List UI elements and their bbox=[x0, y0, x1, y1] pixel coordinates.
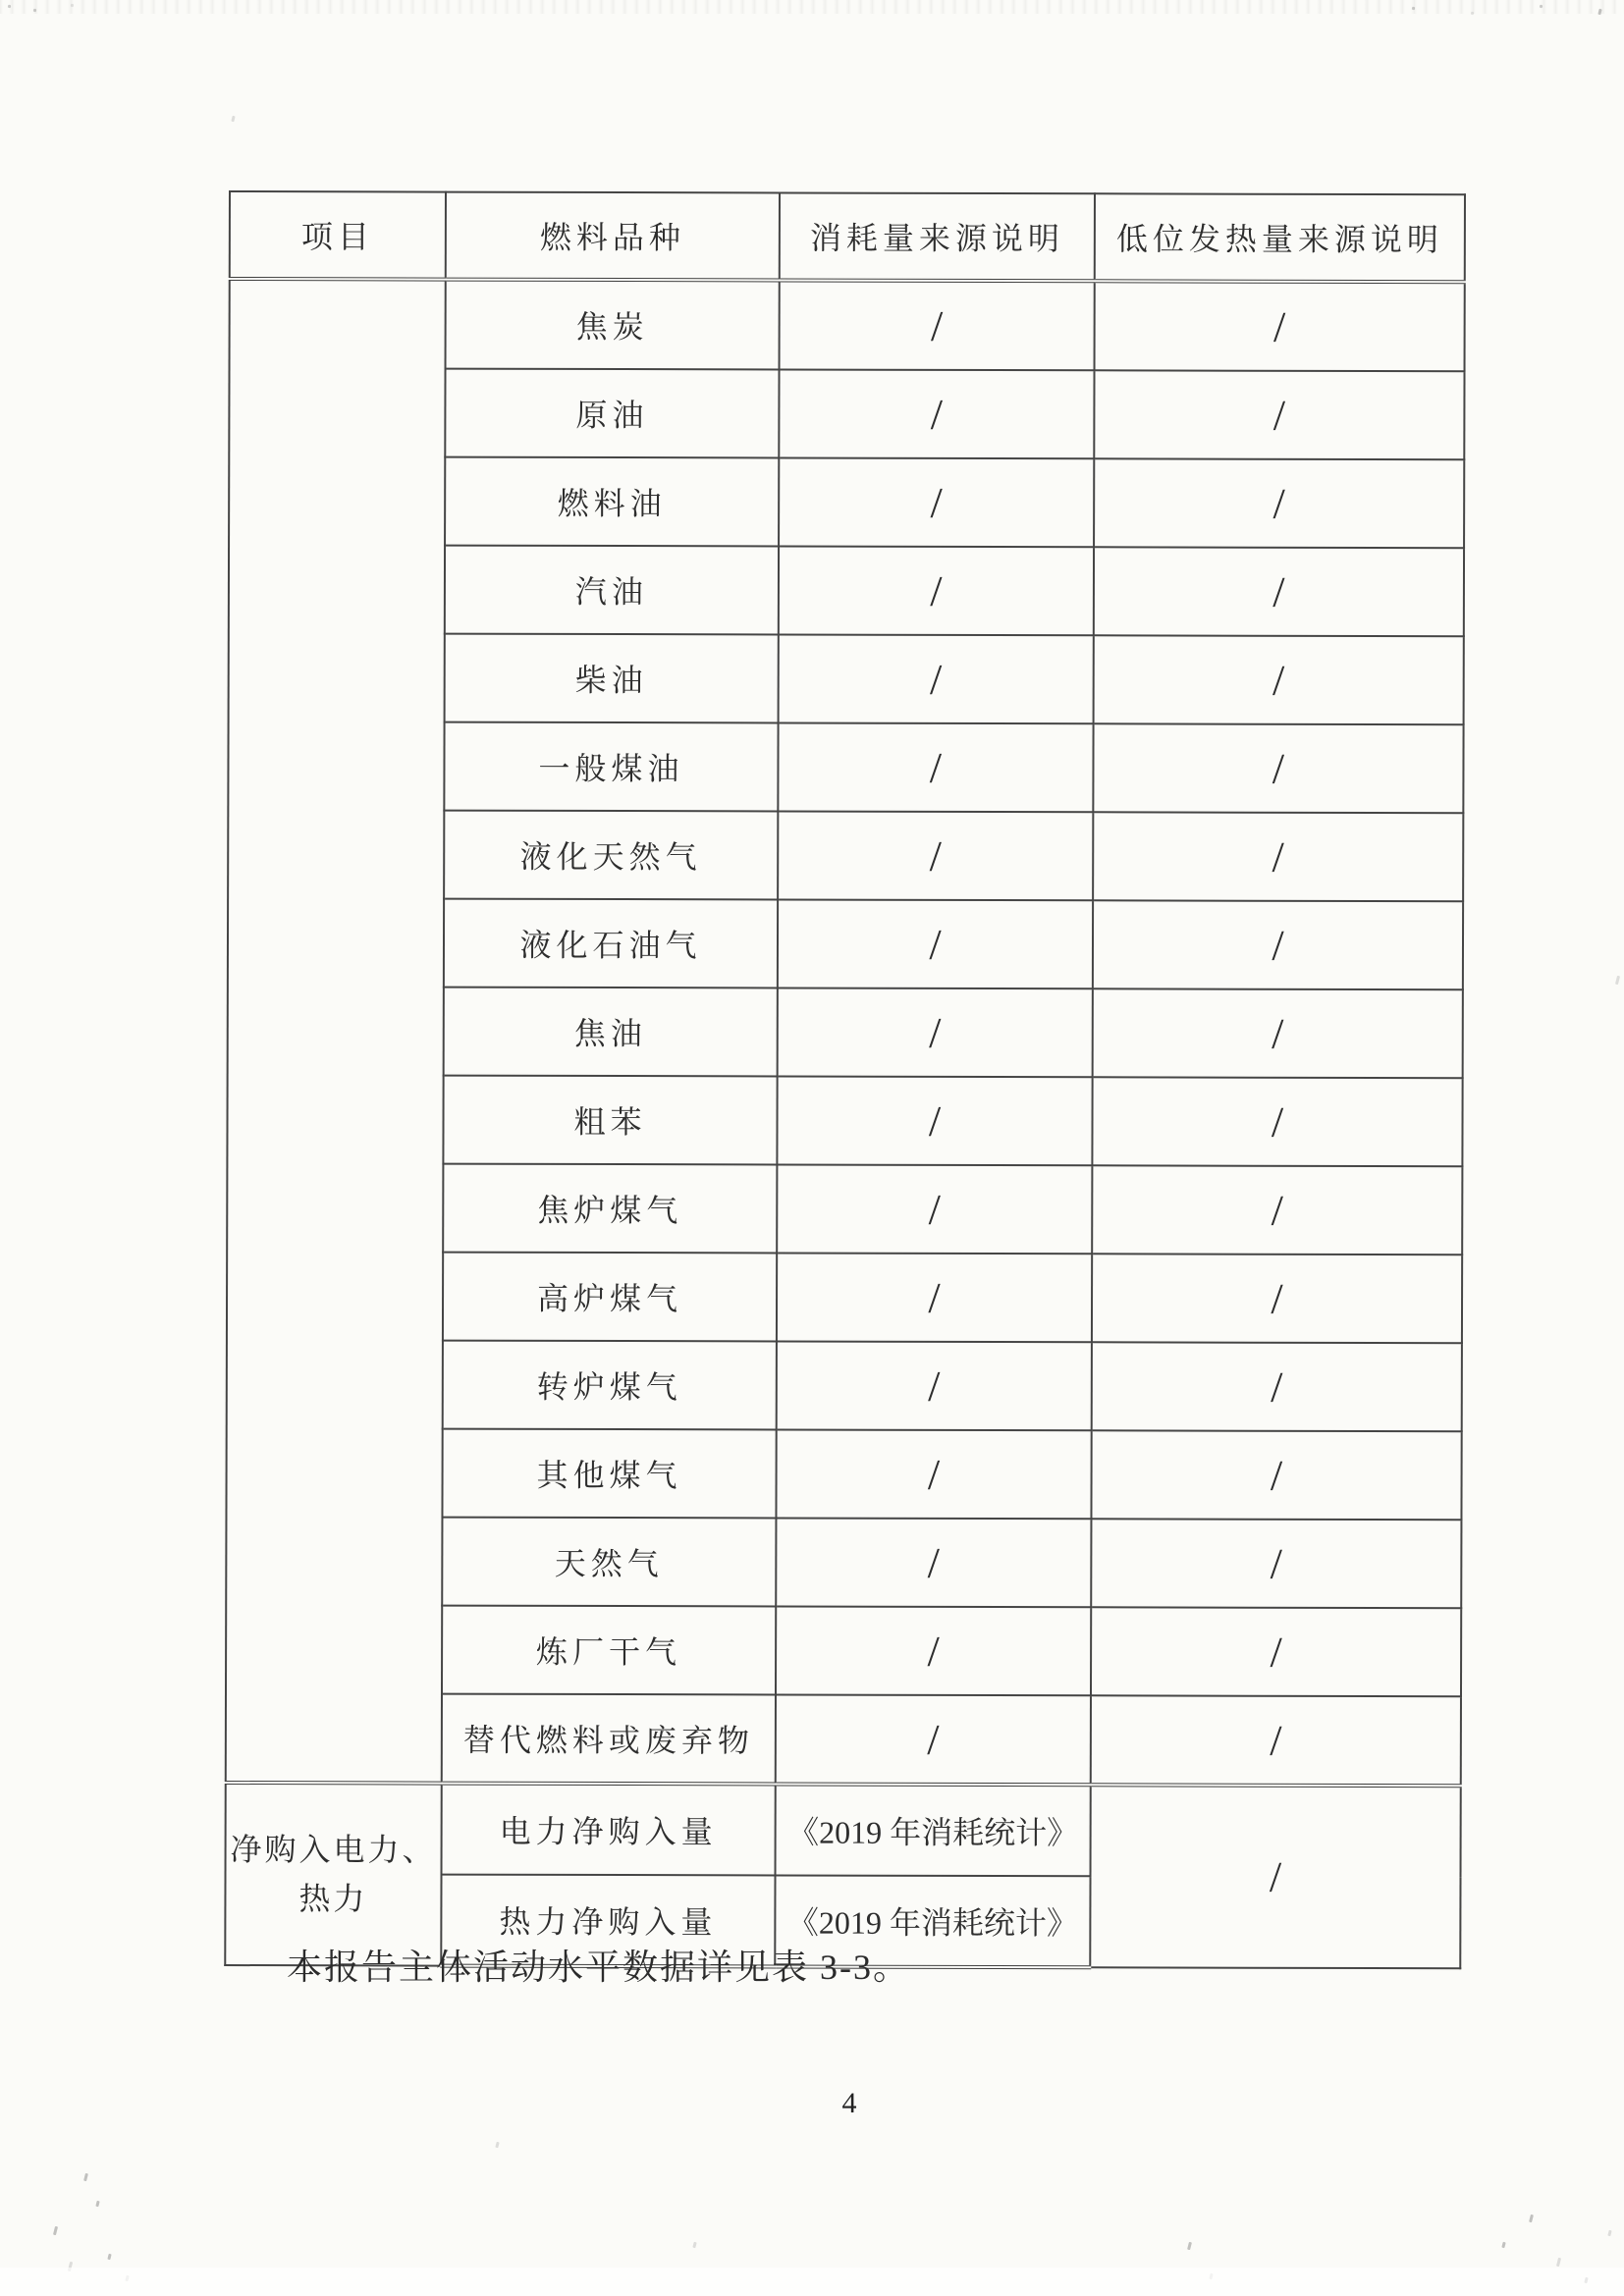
item-group-cell-purchase: 净购入电力、热力 bbox=[225, 1783, 441, 1966]
consumption-source-cell: / bbox=[777, 1253, 1092, 1342]
scan-speck bbox=[1607, 2230, 1611, 2237]
scan-speck bbox=[1556, 2258, 1561, 2267]
scan-speck bbox=[1187, 2242, 1192, 2250]
fuel-source-table bbox=[224, 190, 1466, 1970]
heating-value-source-cell: / bbox=[1094, 458, 1464, 548]
page-number: 4 bbox=[841, 2087, 857, 2119]
heating-value-source-cell: / bbox=[1090, 1785, 1460, 1968]
heating-value-source-cell: / bbox=[1094, 635, 1464, 724]
fuel-name-cell: 原油 bbox=[445, 369, 779, 458]
fuel-name-cell: 高炉煤气 bbox=[443, 1253, 777, 1342]
consumption-source-cell: / bbox=[776, 1518, 1091, 1607]
scan-speck bbox=[83, 2173, 88, 2181]
heating-value-source-cell: / bbox=[1092, 1342, 1462, 1431]
heating-value-source-cell: / bbox=[1093, 812, 1463, 901]
scan-speck bbox=[692, 2242, 696, 2249]
scan-speck bbox=[95, 2201, 99, 2208]
consumption-source-cell: / bbox=[776, 1606, 1091, 1695]
item-group-cell-fuels bbox=[226, 279, 446, 1784]
consumption-source-cell: / bbox=[778, 988, 1093, 1077]
heating-value-source-cell: / bbox=[1095, 281, 1465, 371]
consumption-source-cell: / bbox=[776, 1694, 1091, 1785]
fuel-name-cell: 焦炭 bbox=[446, 280, 780, 370]
heating-value-source-cell: / bbox=[1094, 370, 1464, 459]
scan-speck bbox=[1615, 976, 1620, 985]
scan-speck bbox=[495, 2142, 499, 2149]
heating-value-source-cell: / bbox=[1094, 547, 1464, 636]
consumption-source-cell: / bbox=[778, 899, 1093, 988]
heating-value-source-cell: / bbox=[1091, 1430, 1461, 1520]
scan-speck bbox=[231, 116, 235, 123]
column-header-fuel-type: 燃料品种 bbox=[446, 192, 780, 281]
scan-speck bbox=[107, 2254, 111, 2261]
scan-speck bbox=[1529, 2215, 1534, 2222]
fuel-name-cell: 其他煤气 bbox=[442, 1429, 776, 1519]
scan-speck bbox=[53, 2226, 58, 2235]
scan-edge-noise bbox=[0, 0, 1624, 14]
fuel-name-cell: 一般煤油 bbox=[444, 722, 778, 812]
fuel-name-cell: 液化石油气 bbox=[444, 899, 778, 988]
fuel-name-cell: 液化天然气 bbox=[444, 811, 778, 900]
consumption-source-cell: / bbox=[778, 722, 1093, 812]
heating-value-source-cell: / bbox=[1091, 1607, 1461, 1696]
heating-value-source-cell: / bbox=[1092, 1165, 1462, 1255]
consumption-source-cell: / bbox=[777, 1164, 1092, 1254]
consumption-source-cell: / bbox=[776, 1429, 1091, 1519]
table-row bbox=[230, 279, 1465, 371]
consumption-source-cell: / bbox=[777, 1076, 1092, 1165]
consumption-source-cell: / bbox=[779, 369, 1094, 458]
scan-bottom-edge bbox=[0, 2268, 1624, 2296]
heating-value-source-cell: / bbox=[1093, 723, 1463, 813]
fuel-name-cell: 热力净购入量 bbox=[441, 1875, 775, 1967]
consumption-source-cell: 《2019 年消耗统计》 bbox=[776, 1784, 1091, 1876]
fuel-name-cell: 电力净购入量 bbox=[442, 1784, 776, 1876]
table-row bbox=[226, 1783, 1461, 1877]
fuel-name-cell: 柴油 bbox=[445, 634, 779, 723]
heating-value-source-cell: / bbox=[1093, 900, 1463, 989]
heating-value-source-cell: / bbox=[1092, 1077, 1462, 1166]
consumption-source-cell: / bbox=[778, 811, 1093, 900]
heating-value-source-cell: / bbox=[1091, 1695, 1461, 1786]
scan-speck bbox=[1501, 2242, 1505, 2249]
heating-value-source-cell: / bbox=[1093, 988, 1463, 1078]
fuel-name-cell: 焦油 bbox=[444, 988, 778, 1077]
heating-value-source-cell: / bbox=[1091, 1519, 1461, 1608]
fuel-name-cell: 转炉煤气 bbox=[443, 1341, 777, 1430]
heating-value-source-cell: / bbox=[1092, 1254, 1462, 1343]
column-header-consumption-source: 消耗量来源说明 bbox=[780, 192, 1095, 281]
consumption-source-cell: 《2019 年消耗统计》 bbox=[775, 1875, 1090, 1967]
fuel-name-cell: 焦炉煤气 bbox=[443, 1164, 777, 1254]
fuel-name-cell: 替代燃料或废弃物 bbox=[442, 1694, 776, 1785]
consumption-source-cell: / bbox=[777, 1341, 1092, 1430]
consumption-source-cell: / bbox=[779, 457, 1094, 547]
fuel-name-cell: 天然气 bbox=[442, 1518, 776, 1607]
report-note: 本报告主体活动水平数据详见表 3-3。 bbox=[287, 1948, 910, 1987]
column-header-item: 项目 bbox=[230, 191, 446, 280]
fuel-name-cell: 炼厂干气 bbox=[442, 1606, 776, 1695]
column-header-heating-value-source: 低位发热量来源说明 bbox=[1095, 193, 1465, 282]
consumption-source-cell: / bbox=[779, 634, 1094, 723]
table-header-row bbox=[230, 191, 1465, 282]
fuel-name-cell: 燃料油 bbox=[445, 457, 779, 547]
fuel-name-cell: 汽油 bbox=[445, 546, 779, 635]
consumption-source-cell: / bbox=[780, 280, 1095, 370]
fuel-name-cell: 粗苯 bbox=[443, 1076, 777, 1165]
consumption-source-cell: / bbox=[779, 546, 1094, 635]
